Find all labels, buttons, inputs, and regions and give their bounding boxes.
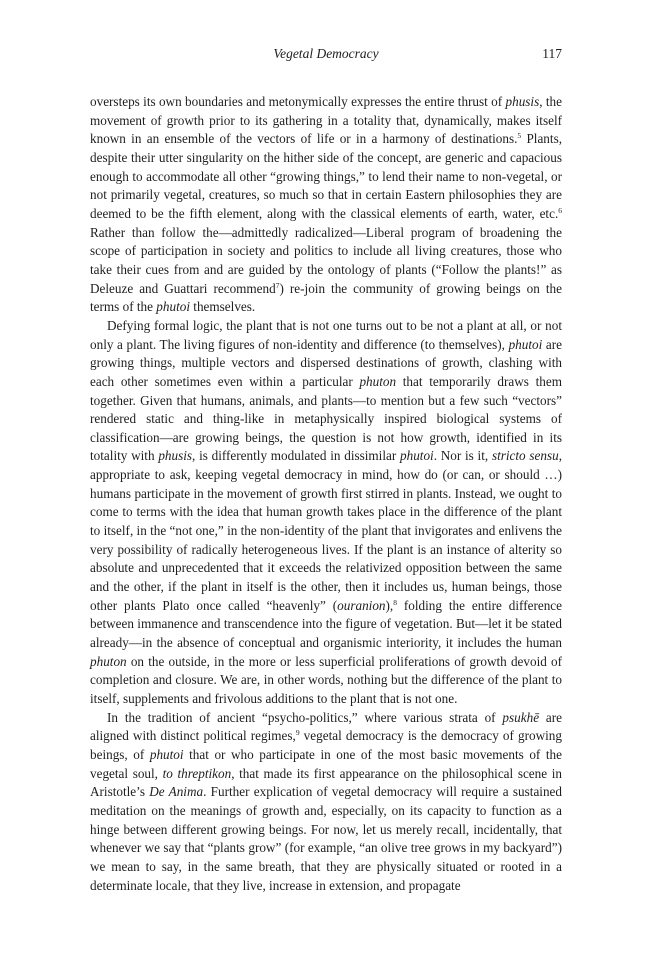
italic-term: ouranion: [337, 597, 386, 613]
italic-term: phutoi: [149, 746, 184, 762]
italic-term: psukhē: [502, 709, 540, 725]
italic-term: phusis: [158, 448, 193, 464]
text-run: Defying formal logic, the plant that is not one turns out to be not a plant at all, or not only a plant. The living figures of non-identity and difference (to themselves),: [90, 317, 562, 352]
footnote-marker: 6: [558, 205, 562, 215]
text-run: Rather than follow the—admittedly radicalized—Liberal program of broadening the scope of participation in society and politics to include all living creatures, those who take their cues from and are guided by the ontology of plants (“Follow the plants!” as Deleuze and Guattari recommend: [90, 224, 562, 296]
text-run: vegetal democracy is the democracy of growing beings, of: [90, 728, 562, 762]
footnote-marker: 7: [275, 280, 280, 290]
text-run: oversteps its own boundaries and metonymically expresses the entire thrust of: [90, 94, 506, 109]
text-run: . Nor is it,: [433, 448, 492, 464]
text-run: , is differently modulated in dissimilar: [192, 448, 400, 464]
text-run: In the tradition of ancient “psycho-politics,” where various strata of: [107, 709, 503, 725]
footnote-marker: 5: [517, 131, 522, 141]
text-run: are aligned with distinct political regimes,: [90, 709, 562, 744]
italic-term: phutoi: [508, 336, 543, 352]
text-run: ),: [385, 597, 394, 613]
italic-term: De Anima: [149, 784, 204, 800]
text-run: Plants, despite their utter singularity on the hither side of the concept, are generic and capacious enough to accommodate all other “growing things,” to lend their name to non-vegetal, or not primarily vegetal, creatures, so much so that in certain Eastern philosophies they are deemed to be the fifth element, along with the classical elements of earth, water, etc.: [90, 131, 562, 221]
italic-term: phutoi: [156, 299, 190, 315]
italic-term: phutoi: [400, 448, 434, 464]
italic-term: to threptikon: [162, 765, 232, 781]
page-header: [90, 46, 562, 66]
text-run: , the movement of growth prior to its gathering in a totality that, dynamically, makes itself known in an ensemble of the vectors of life or in a harmony of destinations.: [90, 94, 562, 147]
italic-term: phuton: [359, 373, 397, 389]
italic-term: stricto sensu: [491, 448, 559, 464]
footnote-marker: 9: [295, 728, 300, 738]
running-title: Vegetal Democracy: [273, 46, 379, 61]
footnote-marker: 8: [393, 597, 397, 607]
text-run: on the outside, in the more or less superficial proliferations of growth devoid of completion and closure. We are, in other words, nothing but the difference of the plant to itself, supplements and frivolous additions to the plant that is not one.: [90, 653, 562, 706]
text-run: ) re-join the community of growing beings on the terms of the: [90, 280, 562, 315]
text-run: folding the entire difference between immanence and transcendence into the figure of vegetation. But—let it be stated already—in the absence of conceptual and organismic interiority, it includes the human: [90, 597, 562, 651]
text-run: themselves.: [190, 299, 256, 315]
text-run: , that made its first appearance on the philosophical scene in Aristotle’s: [90, 765, 562, 800]
text-run: that temporarily draws them together. Given that humans, animals, and plants—to mention but a few such “vectors” rendered static and thing-like in metaphysically inspired biological systems of classification—are growing beings, the question is not how growth, identified in its totality with: [90, 373, 562, 464]
paragraph: [90, 93, 562, 317]
italic-term: phusis: [505, 94, 540, 109]
paragraph: [90, 317, 562, 709]
text-run: , appropriate to ask, keeping vegetal democracy in mind, how do (or can, or should …) humans participate in the movement of growth first stirred in plants. Instead, we ought to come to terms with the idea that human growth takes place in the difference of the plant to itself, in the “not one,” in the non-identity of the plant that invigorates and enlivens the very possibility of radically heterogeneous lives. If the plant is an instance of alterity so absolute and unprecedented that it exceeds the relativized opposition between the same and the other, if the plant in itself is the other, then it includes us, human beings, those other plants Plato once called “heavenly” (: [90, 448, 562, 613]
italic-term: phuton: [90, 653, 127, 669]
page-number: 117: [542, 46, 562, 61]
text-run: that or who participate in one of the most basic movements of the vegetal soul,: [90, 746, 562, 781]
text-run: . Further explication of vegetal democracy will require a sustained meditation on the meanings of growth and, especially, on its capacity to function as a hinge between different growing beings. For now, let us merely recall, incidentally, that whenever we say that “plants grow” (for example, “an olive tree grows in my backyard”) we mean to say, in the same breath, that they are physically situated or rooted in a determinate locale, that they live, increase in extension, and propagate: [90, 784, 563, 893]
paragraph: [90, 709, 562, 896]
body-text: [90, 93, 562, 895]
text-run: are growing things, multiple vectors and dispersed destinations of growth, clashing with each other sometimes even within a particular: [90, 336, 562, 389]
